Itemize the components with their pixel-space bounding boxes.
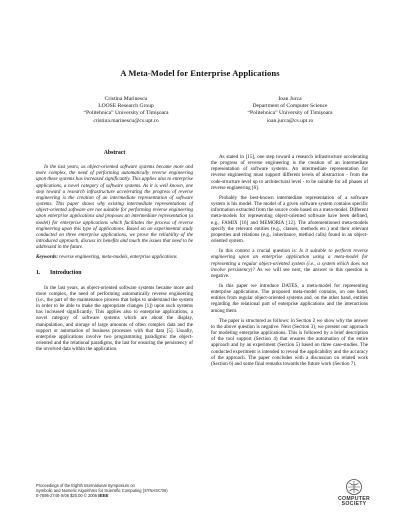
footer-line: Proceedings of the Eighth International Symposium on [36,483,135,488]
section-number: 1. [36,269,41,276]
section-1-heading [36,270,193,276]
abstract-section [36,164,193,260]
right-column [211,154,368,371]
body-paragraph: As stated in [15], one step toward a research infrastructure accelerating the progress of reverse engineering is the creation of an intermediate representation of software systems. An intermediate representation for reverse engineering must support different levels of abstraction - from the code-structure level up to architectural level - to be suitable for all phases of reverse engineering [6]. [211,154,368,191]
computer-society-label [326,497,382,507]
author-group: LOOSE Research Group [98,103,154,110]
author-block-1 [36,96,216,125]
crucial-question: Is it suitable to perform reverse engineering upon an enterprise application using a meta-model for representing a regular object-oriented system (i.e., a system which does not involve persistency)? [211,248,368,273]
footer-line: Symbolic and Numeric Algorithms for Scientific Computing (SYNASC'06) [36,488,168,493]
author-block-2 [200,96,380,125]
logo-line-1: COMPUTER [337,496,371,502]
footer-isbn: 0-7695-2740-X/06 $20.00 © 2006 [36,493,98,498]
logo-line-2: SOCIETY [341,501,367,507]
footer-line [36,493,256,498]
body-paragraph: The paper is structured as follows: in Section 2 we show why the answer to the above question is negative. Next (Section 3), we present our approach for modeling enterprise applications. This is followed by a brief description of the tool support (Section 4) that ensures the automation of the entire approach and by an experiment (Section 5) based on three case-studies. The conducted experiment is intended to reveal the applicability and the accuracy of the approach. The paper concludes with a discussion on related work (Section 6) and some final remarks towards the future work (Section 7). [211,317,368,367]
keywords [36,254,193,260]
intro-paragraph: In the last years, as object-oriented software systems became more and more complex, the need of performing automatically reverse engineering (i.e., the part of the maintenance process that helps to understand the system in order to be able to make the appropriate changes [1]) upon such systems has increased significantly. This applies also to enterprise applications, a novel category of software systems which are about the display, manipulation, and storage of large amounts of often complex data and the support or automation of business processes with that data [5]. Usually, enterprise applications involve two programming paradigms: the object-oriented and the relational paradigms, the last for ensuring the persistency of the involved data within the application. [36,284,193,353]
body-paragraph [211,248,368,279]
body-paragraph: In this paper we introduce DATES, a meta-model for representing enterprise applications. The proposed meta-model contains, on one hand, entities from regular object-oriented systems and, on the other hand, entities regarding the relational part of enterprise applications and the interactions among them. [211,282,368,314]
paper-title: A Meta-Model for Enterprise Applications [120,68,280,78]
author-name: Ioan Jurca [278,96,302,102]
author-university: “Politehnica” University of Timişoara [247,110,333,117]
author-email: ioan.jurca@cs.upt.ro [266,117,314,124]
question-lead: In this context a crucial question is: [219,248,297,255]
body-paragraph: Probably the best-known intermediate representation of a software system is his model. The model of a given software system contains specific information extracted from the source code based on a meta-model. Different meta-models for representing object-oriented software have been defined, e.g., FAMIX [16] and MEMORIA [12]. The aforementioned meta-models specify the relevant entities (e.g., classes, methods etc.) and their relevant properties and relations (e.g., inheritance, method calls) found in an object-oriented system. [211,194,368,245]
author-name: Cristina Marinescu [104,96,148,102]
ieee-logo-text: IEEE [98,493,109,498]
author-university: “Politehnica” University of Timişoara [83,110,169,117]
left-column [36,150,193,356]
abstract-heading: Abstract [103,150,126,156]
abstract-text: In the last years, as object-oriented software systems became more and more complex, the need of performing automatically reverse engineering upon these systems has increased significantly. This applies also to enterprise applications, a novel category of software systems. As it is well known, one step toward a research infrastructure accelerating the progress of reverse engineering is the creation of an intermediate representation of software systems. This paper shows why existing intermediate representations of object-oriented software are not suitable for performing reverse engineering upon enterprise applications and proposes an intermediate representation (a model) for enterprise applications which facilitates the process of reverse engineering upon this type of applications. Based on an experimental study conducted on three enterprise applications, we prove the reliability of the introduced approach, discuss its benefits and touch the issues that need to be addressed in the future. [36,164,193,251]
author-group: Department of Computer Science [252,103,328,110]
question-answer: As we will see next, the answer to this question is negative. [211,266,368,279]
section-title: Introduction [50,269,82,276]
proceedings-footer [36,483,256,498]
keywords-text: reverse engineering, meta-models, enterprise applications [59,254,177,261]
keywords-label: Keywords: [36,254,58,261]
author-email: cristina.marinescu@cs.upt.ro [93,117,159,124]
